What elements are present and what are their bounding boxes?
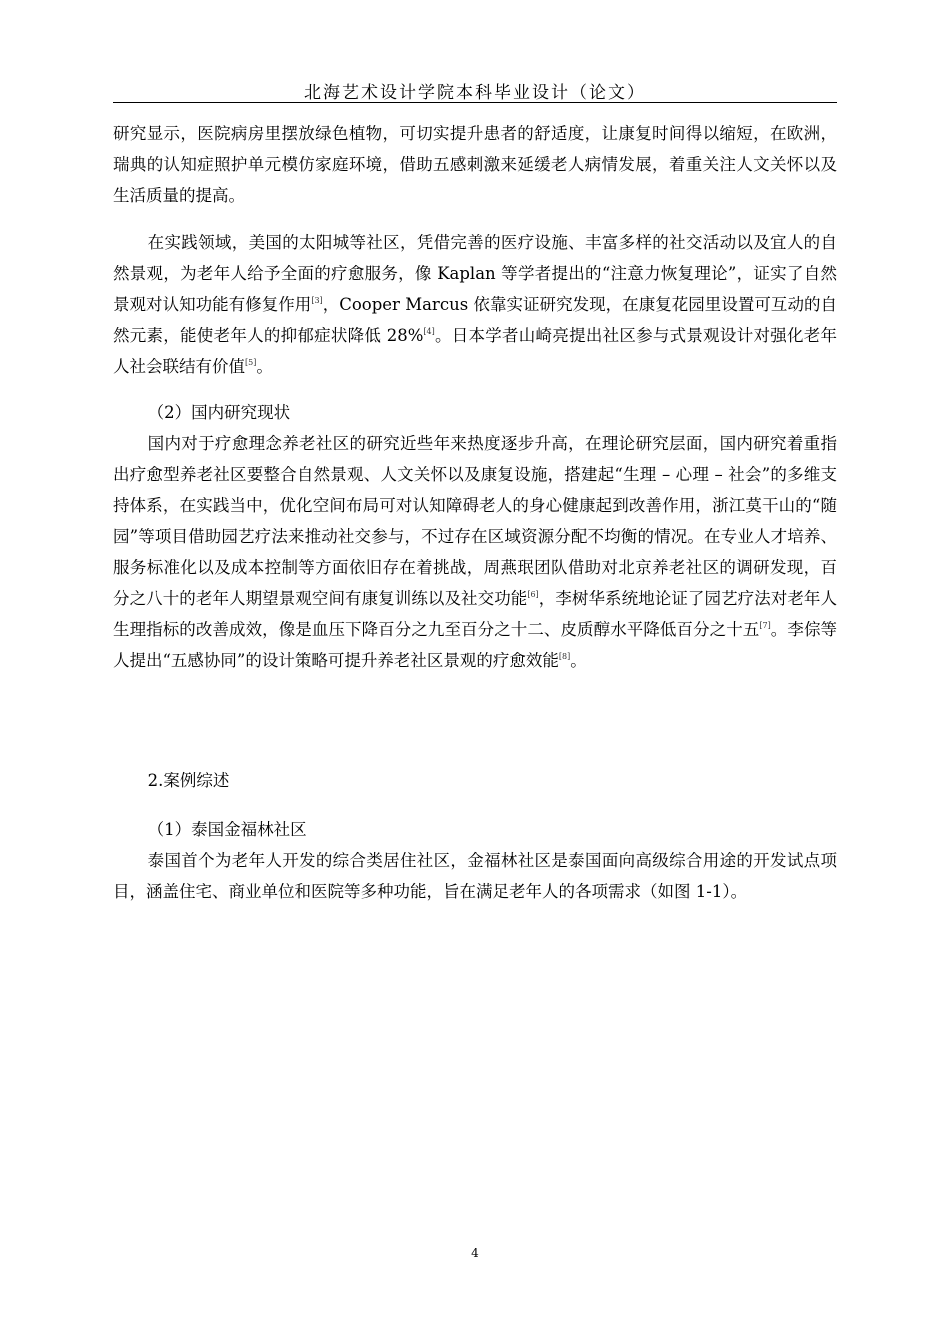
citation-5[interactable]: [5] xyxy=(245,358,257,367)
page-header-title: 北海艺术设计学院本科毕业设计（论文） xyxy=(304,83,646,103)
citation-3[interactable]: [3] xyxy=(311,296,323,305)
page-number: 4 xyxy=(471,1246,479,1260)
citation-8[interactable]: [8] xyxy=(558,652,571,661)
section-heading-case-review: 2.案例综述 xyxy=(147,771,230,790)
paragraph-international-practice: 在实践领域，美国的太阳城等社区，凭借完善的医疗设施、丰富多样的社交活动以及宜人的自然景观，为老年人给予全面的疗愈服务，像 Kaplan 等学者提出的“注意力恢复理论”，证实了自然景观对认知功能有修复作用[3]，Cooper Marcus 依靠实证研究发现，在康复花园里设置可互动的自然元素，能使老年人的抑郁症状降低 28%[4]。日本学者山崎亮提出社区参与式景观设计对强化老年人社会联结有价值[5]。 xyxy=(113,233,838,376)
section-heading-domestic-research: （2）国内研究现状 xyxy=(147,403,291,422)
citation-6[interactable]: [6] xyxy=(527,590,539,599)
paragraph-domestic-research: 国内对于疗愈理念养老社区的研究近些年来热度逐步升高，在理论研究层面，国内研究着重指出疗愈型养老社区要整合自然景观、人文关怀以及康复设施，搭建起“生理 – 心理 – 社会”的多维支持体系，在实践当中，优化空间布局可对认知障碍老人的身心健康起到改善作用，浙江莫干山的“随园”等项目借助园艺疗法来推动社交参与，不过存在区域资源分配不均衡的情况。在专业人才培养、服务标准化以及成本控制等方面依旧存在着挑战，周燕珉团队借助对北京养老社区的调研发现，百分之八十的老年人期望景观空间有康复训练以及社交功能[6]，李树华系统地论证了园艺疗法对老年人生理指标的改善成效，像是血压下降百分之九至百分之十二、皮质醇水平降低百分之十五[7]。李倧等人提出“五感协同”的设计策略可提升养老社区景观的疗愈效能[8]。 xyxy=(113,434,838,670)
citation-4[interactable]: [4] xyxy=(423,327,435,336)
section-heading-thailand-community: （1）泰国金福林社区 xyxy=(147,820,307,839)
header-rule xyxy=(113,102,837,103)
paragraph-intro-continuation: 研究显示，医院病房里摆放绿色植物，可切实提升患者的舒适度，让康复时间得以缩短，在欧洲，瑞典的认知症照护单元模仿家庭环境，借助五感刺激来延缓老人病情发展，着重关注人文关怀以及生活质量的提高。 xyxy=(113,124,837,205)
citation-7[interactable]: [7] xyxy=(759,621,771,630)
paragraph-thailand-community: 泰国首个为老年人开发的综合类居住社区，金福林社区是泰国面向高级综合用途的开发试点项目，涵盖住宅、商业单位和医院等多种功能，旨在满足老年人的各项需求（如图 1-1）。 xyxy=(113,851,837,901)
